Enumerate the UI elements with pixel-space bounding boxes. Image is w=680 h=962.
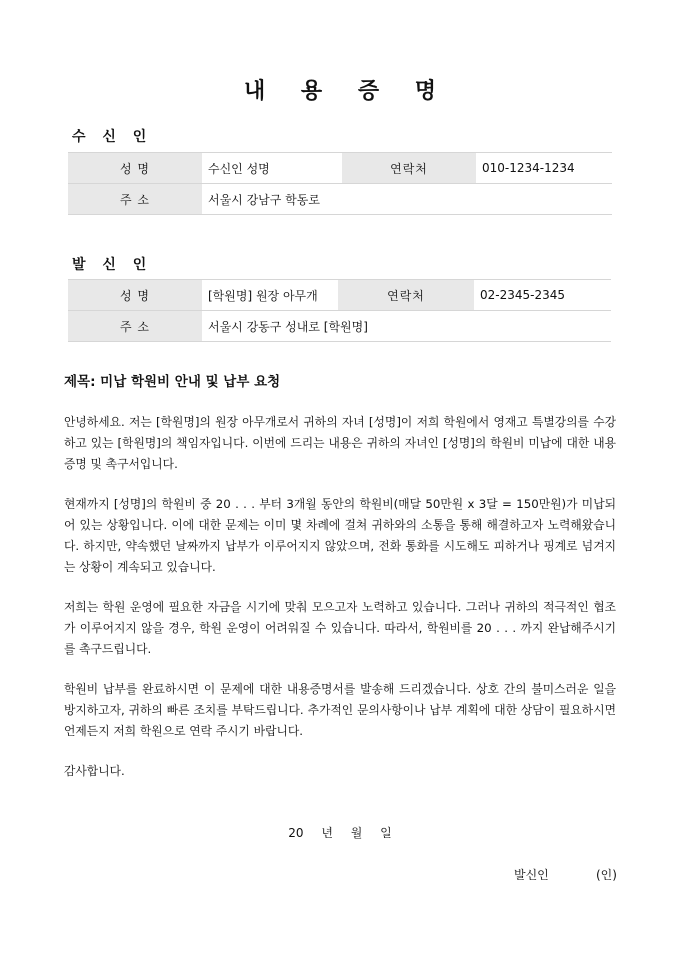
body-paragraph: 현재까지 [성명]의 학원비 중 20 . . . 부터 3개월 동안의 학원비(매달 50만원 x 3달 = 150만원)가 미납되어 있는 상황입니다. 이에 대한 문제는 이미 몇 차례에 걸쳐 귀하와의 소통을 통해 해결하고자 노력해왔습니다. 하지만, 약속했던 날짜까지 납부가 이루어지지 않았으며, 전화 통화를 시도해도 피하거나 핑계로 넘겨지는 상황이 계속되고 있습니다.: [64, 497, 616, 574]
sender-signature-label: 발신인: [514, 868, 549, 882]
sender-contact-value: 02-2345-2345: [474, 280, 611, 311]
recipient-contact-label: 연락처: [342, 153, 476, 184]
recipient-address-value: 서울시 강남구 학동로: [202, 184, 612, 215]
sender-name-value: [학원명] 원장 아무개: [202, 280, 338, 311]
date-line: 20 년 월 일: [288, 826, 392, 840]
body-paragraph: 학원비 납부를 완료하시면 이 문제에 대한 내용증명서를 발송해 드리겠습니다. 상호 간의 불미스러운 일을 방지하고자, 귀하의 빠른 조치를 부탁드립니다. 추가적인 문의사항이나 납부 계획에 대한 상담이 필요하시면 언제든지 저희 학원으로 연락 주시기 바랍니다.: [64, 682, 616, 738]
document-title: 내 용 증 명: [244, 79, 450, 104]
body-paragraph: 저희는 학원 운영에 필요한 자금을 시기에 맞춰 모으고자 노력하고 있습니다. 그러나 귀하의 적극적인 협조가 이루어지지 않을 경우, 학원 운영이 어려워질 수 있습니다. 따라서, 학원비를 20 . . . 까지 완납해주시기를 촉구드립니다.: [64, 600, 616, 656]
sender-address-row: [68, 311, 611, 342]
body-paragraph: 안녕하세요. 저는 [학원명]의 원장 아무개로서 귀하의 자녀 [성명]이 저희 학원에서 영재고 특별강의를 수강하고 있는 [학원명]의 책임자입니다. 이번에 드리는 내용은 귀하의 자녀인 [성명]의 학원비 미납에 대한 내용증명 및 촉구서입니다.: [64, 415, 616, 471]
sender-name-row: [68, 280, 611, 311]
recipient-address-label: 주 소: [68, 184, 202, 215]
recipient-contact-value: 010-1234-1234: [476, 153, 612, 184]
subject-line: 제목: 미납 학원비 안내 및 납부 요청: [64, 374, 281, 390]
sender-section-label: 발 신 인: [72, 257, 153, 273]
recipient-name-row: [68, 153, 612, 184]
sender-table: [68, 279, 611, 342]
sender-contact-label: 연락처: [338, 280, 474, 311]
recipient-address-row: [68, 184, 612, 215]
recipient-name-label: 성 명: [68, 153, 202, 184]
sender-name-label: 성 명: [68, 280, 202, 311]
sender-address-value: 서울시 강동구 성내로 [학원명]: [202, 311, 611, 342]
seal-mark: (인): [596, 868, 617, 882]
closing-paragraph: 감사합니다.: [64, 764, 125, 778]
sender-address-label: 주 소: [68, 311, 202, 342]
recipient-table: [68, 152, 612, 215]
recipient-section-label: 수 신 인: [72, 129, 153, 145]
recipient-name-value: 수신인 성명: [202, 153, 342, 184]
